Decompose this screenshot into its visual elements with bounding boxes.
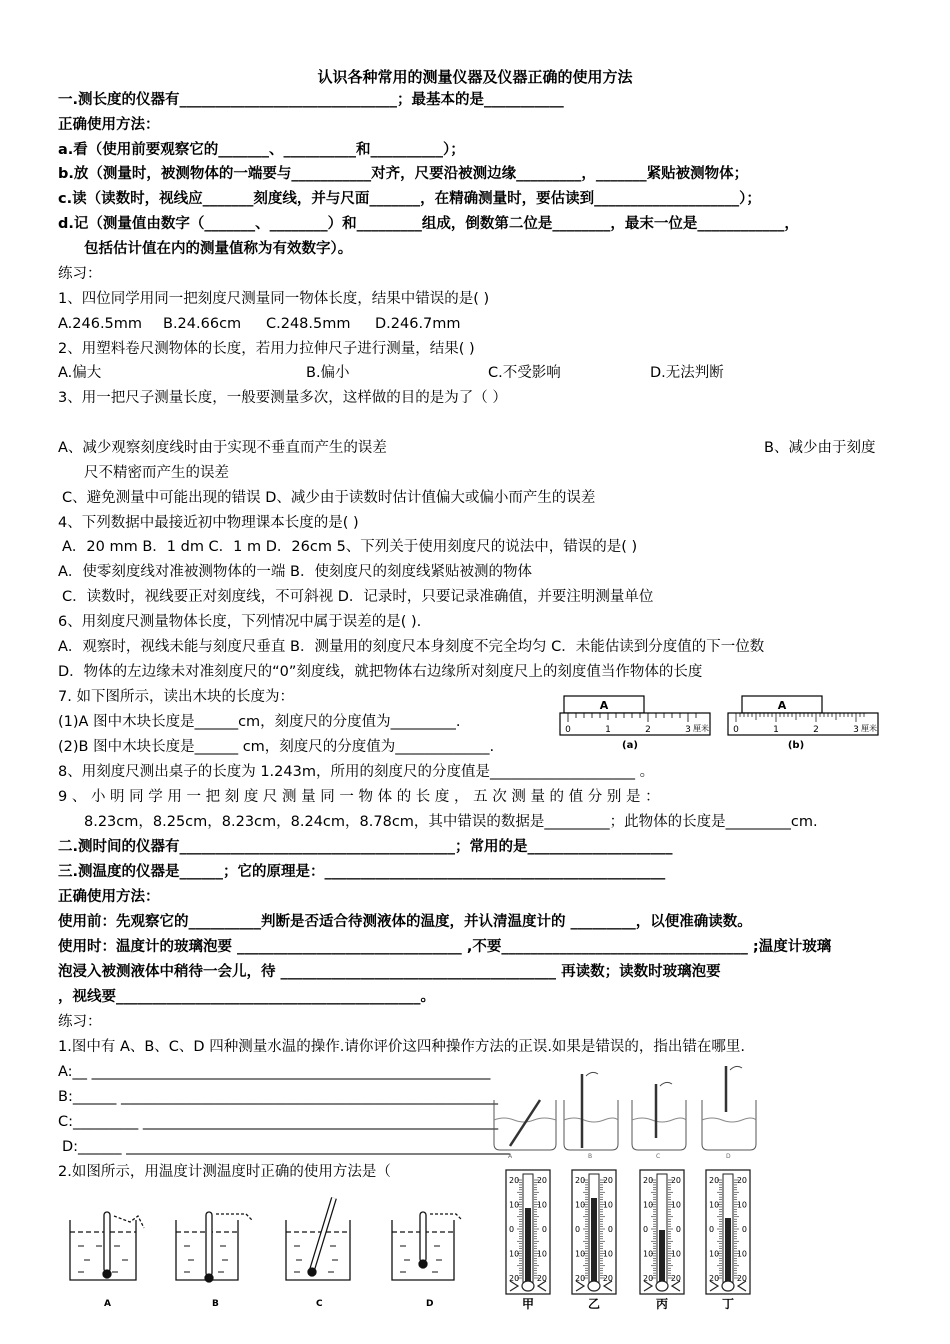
figure-label: B [588, 1153, 593, 1160]
scale-label: 20 [736, 1176, 747, 1185]
scale-label: 20 [575, 1176, 586, 1185]
scale-label: 20 [643, 1274, 654, 1283]
scale-label: 20 [736, 1274, 747, 1283]
scale-label: 10 [509, 1249, 520, 1259]
scale-label: 0 [643, 1225, 649, 1234]
answer-line-b: B:______ ____________________________________________________ [58, 1089, 498, 1105]
scale-label: 10 [736, 1249, 747, 1259]
question-3-option-b: B、减少由于刻度 [764, 440, 876, 456]
scale-label: 10 [709, 1249, 720, 1259]
ruler-figure-b [724, 694, 884, 754]
scale-label: 20 [709, 1274, 720, 1283]
practice2-question-1: 1.图中有 A、B、C、D 四种测量水温的操作.请你评价这四种操作方法的正误.如果是错误的，指出错在哪里. [58, 1039, 746, 1055]
option: B.24.66cm [163, 316, 242, 332]
question-9: 9 、 小 明 同 学 用 一 把 刻 度 尺 测 量 同 一 物 体 的 长 度 ， 五 次 测 量 的 值 分 别 是 ： [58, 789, 660, 805]
liquid-column [725, 1218, 731, 1286]
option: C.不受影响 [488, 365, 561, 381]
question-4: 4、下列数据中最接近初中物理课本长度的是( ) [58, 515, 359, 531]
tick-label: 0 [733, 725, 739, 735]
figure-label: A [508, 1153, 513, 1160]
tick-label: 1 [605, 725, 611, 735]
section1-item-d-cont: 包括估计值在内的测量值称为有效数字）。 [84, 241, 353, 257]
tick-label: 2 [813, 725, 819, 735]
beaker-c [632, 1082, 686, 1150]
thermometer [640, 1170, 684, 1311]
option: D.246.7mm [375, 316, 461, 332]
figure-label: 乙 [587, 1297, 601, 1311]
question-6: 6、用刻度尺测量物体长度，下列情况中属于误差的是( ). [58, 614, 422, 630]
section3-during-use-cont2: ，视线要__________________________________________。 [58, 989, 435, 1005]
scale-label: 0 [675, 1225, 681, 1234]
question-7: 7. 如下图所示，读出木块的长度为： [58, 689, 294, 705]
question-6-options-abc: A．观察时，视线未能与刻度尺垂直 B．测量用的刻度尺本身刻度不完全均匀 C．未能估读到分度值的下一位数 [58, 639, 765, 655]
thermometer-figure [500, 1168, 760, 1310]
tick-label: 0 [565, 725, 571, 735]
scale-label: 10 [670, 1200, 681, 1210]
section1-heading: 一.测长度的仪器有______________________________；最基本的是___________ [58, 92, 564, 108]
option: D.无法判断 [650, 365, 724, 381]
section1-item-d: d.记（测量值由数字（_______、________）和_________组成，倒数第二位是________，最末一位是____________， [58, 216, 799, 232]
figure-label: B [212, 1299, 219, 1309]
tick-label: 2 [645, 725, 651, 735]
scale-label: 20 [509, 1176, 520, 1185]
figure-label: 丙 [655, 1297, 669, 1311]
section1-item-b: b.放（测量时，被测物体的一端要与___________对齐，尺要沿被测边缘_________，_______紧贴被测物体； [58, 166, 749, 182]
block-label: A [777, 699, 787, 712]
figure-caption: (b) [787, 740, 805, 751]
scale-label: 20 [670, 1176, 681, 1185]
scale-label: 20 [575, 1274, 586, 1283]
question-5-options-ab: A．使零刻度线对准被测物体的一端 B．使刻度尺的刻度线紧贴被测的物体 [58, 564, 532, 580]
block-label: A [599, 699, 609, 712]
figure-label: A [104, 1299, 111, 1309]
scale-label: 0 [607, 1225, 613, 1234]
beaker-figure-large [64, 1194, 484, 1312]
beaker-d [392, 1212, 462, 1280]
scale-label: 10 [536, 1200, 547, 1210]
answer-line-c: C:_________ _________________________________________________ [58, 1114, 499, 1130]
scale-label: 10 [602, 1249, 613, 1259]
beaker-b [564, 1072, 618, 1150]
scale-label: 20 [536, 1176, 547, 1185]
section1-item-a: a.看（使用前要观察它的_______、__________和__________）； [58, 142, 465, 158]
scale-label: 10 [602, 1200, 613, 1210]
question-4-options-and-question-5: A．20 mm B．1 dm C．1 m D．26cm 5、下列关于使用刻度尺的说法中，错误的是( ) [62, 539, 638, 555]
tick-label: 1 [773, 725, 779, 735]
tick-label: 3 [853, 725, 859, 735]
scale-label: 0 [709, 1225, 715, 1234]
beaker-b [176, 1212, 252, 1282]
section1-item-c: c.读（读数时，视线应_______刻度线，并与尺面_______，在精确测量时，要估读到____________________）； [58, 191, 761, 207]
scale-label: 20 [670, 1274, 681, 1283]
beaker-figure-small [488, 1066, 768, 1160]
question-7-part-1: (1)A 图中木块长度是______cm，刻度尺的分度值为_________. [58, 714, 461, 730]
scale-label: 10 [509, 1200, 520, 1210]
scale-label: 0 [575, 1225, 581, 1234]
option: A.偏大 [58, 365, 102, 381]
scale-label: 20 [536, 1274, 547, 1283]
thermometer-bulb [588, 1281, 600, 1291]
scale-label: 20 [643, 1176, 654, 1185]
beaker-a [494, 1100, 556, 1150]
figure-label: D [726, 1153, 731, 1160]
question-9-cont: 8.23cm，8.25cm，8.23cm，8.24cm，8.78cm，其中错误的数据是_________；此物体的长度是_________cm. [84, 814, 818, 830]
section3-method-label: 正确使用方法： [58, 889, 160, 905]
scale-label: 10 [536, 1249, 547, 1259]
figure-label: 丁 [721, 1297, 735, 1311]
thermometer-bulb [722, 1281, 734, 1291]
answer-line-d: D:______ _____________________________________________________ [62, 1139, 511, 1155]
thermometer [572, 1170, 616, 1311]
figure-caption: (a) [622, 740, 638, 751]
beaker-c [286, 1198, 350, 1280]
question-3: 3、用一把尺子测量长度，一般要测量多次，这样做的目的是为了（ ） [58, 390, 507, 406]
question-3-option-b-cont: 尺不精密而产生的误差 [84, 465, 229, 481]
question-1: 1、四位同学用同一把刻度尺测量同一物体长度，结果中错误的是( ) [58, 291, 490, 307]
scale-label: 10 [670, 1249, 681, 1259]
scale-label: 0 [741, 1225, 747, 1234]
option: A.246.5mm [58, 316, 143, 332]
figure-label: C [316, 1299, 323, 1309]
figure-label: C [656, 1153, 661, 1160]
beaker-d [702, 1066, 756, 1150]
liquid-column [525, 1208, 531, 1286]
scale-label: 10 [736, 1200, 747, 1210]
section1-method-label: 正确使用方法： [58, 117, 160, 133]
scale-label: 10 [643, 1200, 654, 1210]
thermometer-bulb [656, 1281, 668, 1291]
liquid-column [659, 1230, 665, 1286]
practice2-label: 练习： [58, 1014, 102, 1030]
answer-line-a: A:__ _______________________________________________________ [58, 1064, 491, 1080]
scale-label: 0 [509, 1225, 515, 1234]
thermometer [706, 1170, 750, 1311]
thermometer [506, 1170, 550, 1311]
tick-label: 3 [685, 725, 691, 735]
figure-label: D [426, 1299, 434, 1309]
question-3-option-a: A、减少观察刻度线时由于实现不垂直而产生的误差 [58, 440, 387, 456]
section3-before-use: 使用前：先观察它的__________判断是否适合待测液体的温度，并认清温度计的 _________，以便准确读数。 [58, 914, 752, 930]
section3-during-use: 使用时：温度计的玻璃泡要 _______________________________ ,不要__________________________________ ;温度计玻璃 [58, 939, 832, 955]
scale-label: 20 [709, 1176, 720, 1185]
practice2-question-2: 2.如图所示，用温度计测温度时正确的使用方法是（ [58, 1164, 391, 1180]
section3-during-use-cont: 泡浸入被测液体中稍待一会儿，待 ______________________________________ 再读数；读数时玻璃泡要 [58, 964, 721, 980]
scale-label: 20 [509, 1274, 520, 1283]
option: C.248.5mm [266, 316, 351, 332]
liquid-column [591, 1198, 597, 1286]
scale-label: 0 [541, 1225, 547, 1234]
beaker-a [70, 1212, 144, 1280]
scale-label: 10 [709, 1200, 720, 1210]
question-2: 2、用塑料卷尺测物体的长度，若用力拉伸尺子进行测量，结果( ) [58, 341, 475, 357]
figure-label: 甲 [521, 1297, 535, 1311]
question-7-part-2: (2)B 图中木块长度是______ cm，刻度尺的分度值为_____________. [58, 739, 495, 755]
scale-label: 10 [643, 1249, 654, 1259]
scale-label: 10 [575, 1249, 586, 1259]
page-title: 认识各种常用的测量仪器及仪器正确的使用方法 [317, 68, 633, 86]
unit-label: 厘米 [693, 724, 709, 733]
thermometer-bulb [522, 1281, 534, 1291]
question-5-options-cd: C．读数时，视线要正对刻度线，不可斜视 D．记录时，只要记录准确值，并要注明测量单位 [62, 589, 654, 605]
ruler-figure-a [556, 694, 716, 754]
scale-label: 10 [575, 1200, 586, 1210]
scale-label: 20 [602, 1176, 613, 1185]
question-8: 8、用刻度尺测出桌子的长度为 1.243m，所用的刻度尺的分度值是____________________ 。 [58, 764, 655, 780]
scale-label: 20 [602, 1274, 613, 1283]
section2-heading: 二.测时间的仪器有______________________________________；常用的是____________________ [58, 839, 673, 855]
question-3-options-cd: C、避免测量中可能出现的错误 D、减少由于读数时估计值偏大或偏小而产生的误差 [62, 490, 596, 506]
practice1-label: 练习： [58, 266, 102, 282]
option: B.偏小 [306, 365, 350, 381]
section3-heading: 三.测温度的仪器是______；它的原理是：_______________________________________________ [58, 864, 666, 880]
unit-label: 厘米 [861, 724, 877, 733]
question-6-option-d: D．物体的左边缘未对准刻度尺的“0”刻度线，就把物体右边缘所对刻度尺上的刻度值当作物体的长度 [58, 664, 703, 680]
